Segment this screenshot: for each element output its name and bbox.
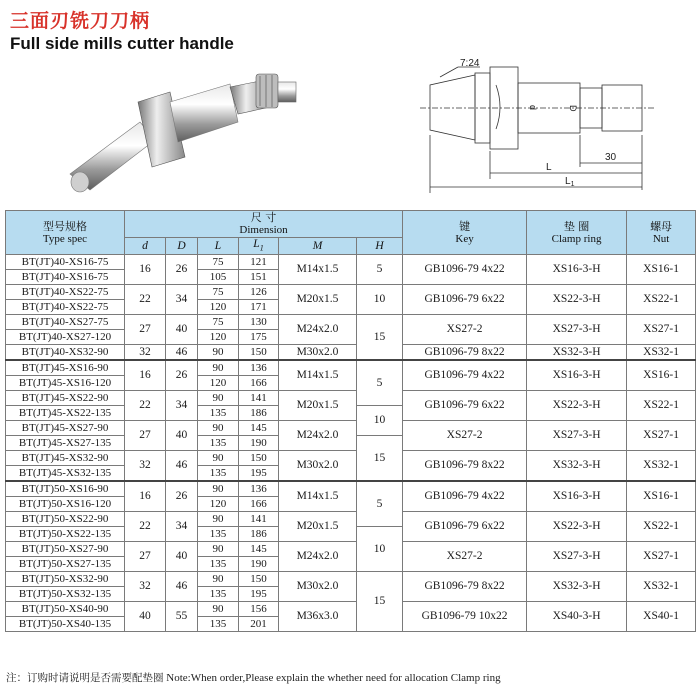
cell-L: 75 bbox=[198, 285, 239, 300]
cell-nut: XS22-1 bbox=[627, 285, 696, 315]
cell-clamp-ring: XS16-3-H bbox=[527, 360, 627, 391]
cell-L1: 126 bbox=[239, 285, 279, 300]
cell-key: XS27-2 bbox=[403, 542, 527, 572]
cell-key: GB1096-79 8x22 bbox=[403, 572, 527, 602]
table-row bbox=[6, 512, 696, 527]
cell-D: 34 bbox=[166, 512, 198, 542]
cell-M: M36x3.0 bbox=[279, 602, 357, 632]
cell-L: 135 bbox=[198, 436, 239, 451]
cell-type-spec: BT(JT)50-XS16-120 bbox=[6, 497, 125, 512]
cell-type-spec: BT(JT)40-XS22-75 bbox=[6, 285, 125, 300]
cell-d: 40 bbox=[125, 602, 166, 632]
cell-H: 15 bbox=[357, 572, 403, 632]
header-key: 键 Key bbox=[403, 211, 527, 255]
cell-key: GB1096-79 6x22 bbox=[403, 285, 527, 315]
cell-L1: 151 bbox=[239, 270, 279, 285]
cell-M: M14x1.5 bbox=[279, 360, 357, 391]
cell-L1: 121 bbox=[239, 255, 279, 270]
cell-d: 27 bbox=[125, 315, 166, 345]
cell-type-spec: BT(JT)50-XS32-135 bbox=[6, 587, 125, 602]
cell-M: M24x2.0 bbox=[279, 421, 357, 451]
cell-D: 34 bbox=[166, 285, 198, 315]
cell-clamp-ring: XS27-3-H bbox=[527, 315, 627, 345]
cell-clamp-ring: XS40-3-H bbox=[527, 602, 627, 632]
table-row bbox=[6, 315, 696, 330]
cell-M: M24x2.0 bbox=[279, 315, 357, 345]
cell-nut: XS27-1 bbox=[627, 315, 696, 345]
cell-nut: XS40-1 bbox=[627, 602, 696, 632]
header-d: d bbox=[125, 238, 166, 255]
cell-type-spec: BT(JT)45-XS22-90 bbox=[6, 391, 125, 406]
cell-L1: 150 bbox=[239, 345, 279, 361]
cell-L: 90 bbox=[198, 451, 239, 466]
cell-key: GB1096-79 10x22 bbox=[403, 602, 527, 632]
cell-L1: 141 bbox=[239, 512, 279, 527]
cell-D: 34 bbox=[166, 391, 198, 421]
cell-L1: 201 bbox=[239, 617, 279, 632]
cell-L: 135 bbox=[198, 406, 239, 421]
cell-H: 5 bbox=[357, 360, 403, 406]
cell-d: 22 bbox=[125, 512, 166, 542]
cell-clamp-ring: XS32-3-H bbox=[527, 572, 627, 602]
cell-clamp-ring: XS22-3-H bbox=[527, 391, 627, 421]
cell-L1: 166 bbox=[239, 497, 279, 512]
footnote: 注：订购时请说明是否需要配垫圈 Note:When order,Please explain the whether need for allocation Clamp ring bbox=[6, 672, 501, 684]
header-type-spec: 型号规格 Type spec bbox=[6, 211, 125, 255]
cell-L1: 130 bbox=[239, 315, 279, 330]
table-row bbox=[6, 360, 696, 376]
cell-D: 40 bbox=[166, 421, 198, 451]
cell-L1: 195 bbox=[239, 466, 279, 482]
cell-M: M30x2.0 bbox=[279, 451, 357, 482]
cell-L1: 186 bbox=[239, 527, 279, 542]
cell-type-spec: BT(JT)40-XS16-75 bbox=[6, 255, 125, 270]
cell-L: 90 bbox=[198, 421, 239, 436]
cell-key: GB1096-79 6x22 bbox=[403, 391, 527, 421]
cell-L1: 145 bbox=[239, 542, 279, 557]
cell-L: 75 bbox=[198, 255, 239, 270]
table-row bbox=[6, 285, 696, 300]
cell-H: 10 bbox=[357, 285, 403, 315]
cell-M: M14x1.5 bbox=[279, 481, 357, 512]
cell-D: 26 bbox=[166, 255, 198, 285]
cell-clamp-ring: XS32-3-H bbox=[527, 451, 627, 482]
cell-L: 90 bbox=[198, 572, 239, 587]
cell-L1: 190 bbox=[239, 436, 279, 451]
cell-nut: XS22-1 bbox=[627, 512, 696, 542]
cell-nut: XS22-1 bbox=[627, 391, 696, 421]
cell-L: 105 bbox=[198, 270, 239, 285]
product-photo bbox=[60, 62, 310, 202]
cell-d: 32 bbox=[125, 451, 166, 482]
cell-type-spec: BT(JT)50-XS27-90 bbox=[6, 542, 125, 557]
spec-table-body bbox=[6, 255, 696, 632]
cell-L: 135 bbox=[198, 617, 239, 632]
svg-text:L1 bbox=[565, 176, 575, 188]
cell-M: M14x1.5 bbox=[279, 255, 357, 285]
cell-L: 120 bbox=[198, 376, 239, 391]
cell-M: M30x2.0 bbox=[279, 345, 357, 361]
cell-L: 90 bbox=[198, 391, 239, 406]
cell-D: 40 bbox=[166, 542, 198, 572]
table-row bbox=[6, 451, 696, 466]
cell-type-spec: BT(JT)40-XS32-90 bbox=[6, 345, 125, 361]
cell-D: 40 bbox=[166, 315, 198, 345]
cell-M: M30x2.0 bbox=[279, 572, 357, 602]
cell-type-spec: BT(JT)50-XS22-90 bbox=[6, 512, 125, 527]
cell-D: 26 bbox=[166, 360, 198, 391]
cell-d: 16 bbox=[125, 255, 166, 285]
cell-clamp-ring: XS16-3-H bbox=[527, 255, 627, 285]
cell-L: 135 bbox=[198, 527, 239, 542]
cell-type-spec: BT(JT)45-XS16-90 bbox=[6, 360, 125, 376]
cell-key: GB1096-79 4x22 bbox=[403, 360, 527, 391]
table-row bbox=[6, 542, 696, 557]
cell-L: 90 bbox=[198, 512, 239, 527]
cell-L1: 156 bbox=[239, 602, 279, 617]
cell-key: GB1096-79 4x22 bbox=[403, 255, 527, 285]
cell-L: 90 bbox=[198, 360, 239, 376]
cell-type-spec: BT(JT)50-XS40-90 bbox=[6, 602, 125, 617]
cell-clamp-ring: XS27-3-H bbox=[527, 421, 627, 451]
cell-M: M20x1.5 bbox=[279, 512, 357, 542]
cell-type-spec: BT(JT)40-XS22-75 bbox=[6, 300, 125, 315]
cell-H: 5 bbox=[357, 481, 403, 527]
cell-L1: 195 bbox=[239, 587, 279, 602]
title-chinese: 三面刃铣刀刀柄 bbox=[10, 10, 151, 32]
cell-L: 135 bbox=[198, 466, 239, 482]
cell-L1: 171 bbox=[239, 300, 279, 315]
header-dimension: 尺 寸 Dimension bbox=[125, 211, 403, 238]
cell-D: 26 bbox=[166, 481, 198, 512]
cell-D: 46 bbox=[166, 572, 198, 602]
cell-L1: 175 bbox=[239, 330, 279, 345]
cell-key: XS27-2 bbox=[403, 315, 527, 345]
cell-L: 120 bbox=[198, 300, 239, 315]
cell-type-spec: BT(JT)50-XS32-90 bbox=[6, 572, 125, 587]
taper-label: 7:24 bbox=[460, 58, 480, 69]
cell-L: 90 bbox=[198, 602, 239, 617]
title-english: Full side mills cutter handle bbox=[10, 34, 234, 53]
cell-type-spec: BT(JT)45-XS32-90 bbox=[6, 451, 125, 466]
cell-L1: 150 bbox=[239, 451, 279, 466]
cell-L: 75 bbox=[198, 315, 239, 330]
table-row bbox=[6, 572, 696, 587]
cell-clamp-ring: XS32-3-H bbox=[527, 345, 627, 361]
cell-clamp-ring: XS22-3-H bbox=[527, 512, 627, 542]
cell-type-spec: BT(JT)45-XS16-120 bbox=[6, 376, 125, 391]
cell-type-spec: BT(JT)45-XS32-135 bbox=[6, 466, 125, 482]
cell-d: 16 bbox=[125, 360, 166, 391]
cell-L1: 145 bbox=[239, 421, 279, 436]
cell-type-spec: BT(JT)40-XS27-75 bbox=[6, 315, 125, 330]
table-row bbox=[6, 391, 696, 406]
cell-type-spec: BT(JT)50-XS40-135 bbox=[6, 617, 125, 632]
cell-H: 5 bbox=[357, 255, 403, 285]
table-row bbox=[6, 481, 696, 497]
cell-L: 135 bbox=[198, 587, 239, 602]
cell-nut: XS16-1 bbox=[627, 360, 696, 391]
cell-type-spec: BT(JT)40-XS16-75 bbox=[6, 270, 125, 285]
cell-type-spec: BT(JT)40-XS27-120 bbox=[6, 330, 125, 345]
dim-L1-subscript: 1 bbox=[570, 181, 575, 188]
cell-nut: XS16-1 bbox=[627, 255, 696, 285]
cell-L1: 136 bbox=[239, 360, 279, 376]
cell-type-spec: BT(JT)50-XS22-135 bbox=[6, 527, 125, 542]
header-H: H bbox=[357, 238, 403, 255]
cell-M: M20x1.5 bbox=[279, 285, 357, 315]
cell-H: 10 bbox=[357, 406, 403, 436]
dim-30-label: 30 bbox=[605, 152, 617, 163]
cell-d: 27 bbox=[125, 421, 166, 451]
cell-L: 90 bbox=[198, 345, 239, 361]
cell-nut: XS27-1 bbox=[627, 421, 696, 451]
cell-L1: 166 bbox=[239, 376, 279, 391]
cell-clamp-ring: XS16-3-H bbox=[527, 481, 627, 512]
cell-type-spec: BT(JT)45-XS27-90 bbox=[6, 421, 125, 436]
cell-D: 46 bbox=[166, 451, 198, 482]
cell-L: 135 bbox=[198, 557, 239, 572]
cell-H: 10 bbox=[357, 527, 403, 572]
table-row bbox=[6, 255, 696, 270]
cell-key: GB1096-79 8x22 bbox=[403, 345, 527, 361]
cell-key: XS27-2 bbox=[403, 421, 527, 451]
cell-nut: XS27-1 bbox=[627, 542, 696, 572]
cell-key: GB1096-79 4x22 bbox=[403, 481, 527, 512]
cell-L: 90 bbox=[198, 481, 239, 497]
spec-table bbox=[5, 210, 696, 632]
cell-d: 22 bbox=[125, 391, 166, 421]
table-row bbox=[6, 421, 696, 436]
dim-D-label: D bbox=[568, 105, 578, 112]
header-clamp-ring: 垫 圈 Clamp ring bbox=[527, 211, 627, 255]
cell-L: 90 bbox=[198, 542, 239, 557]
header-D: D bbox=[166, 238, 198, 255]
cell-d: 27 bbox=[125, 542, 166, 572]
dim-d-label: d bbox=[528, 105, 538, 111]
cell-nut: XS32-1 bbox=[627, 572, 696, 602]
cell-nut: XS32-1 bbox=[627, 451, 696, 482]
cell-D: 55 bbox=[166, 602, 198, 632]
cell-type-spec: BT(JT)50-XS16-90 bbox=[6, 481, 125, 497]
cell-d: 16 bbox=[125, 481, 166, 512]
cell-nut: XS32-1 bbox=[627, 345, 696, 361]
dim-L-label: L bbox=[546, 162, 552, 173]
cell-H: 15 bbox=[357, 436, 403, 482]
cell-key: GB1096-79 8x22 bbox=[403, 451, 527, 482]
header-L1: $L_1$ bbox=[239, 238, 279, 255]
cell-L1: 136 bbox=[239, 481, 279, 497]
cell-nut: XS16-1 bbox=[627, 481, 696, 512]
cell-type-spec: BT(JT)45-XS27-135 bbox=[6, 436, 125, 451]
cell-key: GB1096-79 6x22 bbox=[403, 512, 527, 542]
cell-M: M20x1.5 bbox=[279, 391, 357, 421]
cell-H: 15 bbox=[357, 315, 403, 361]
cell-D: 46 bbox=[166, 345, 198, 361]
cell-L1: 190 bbox=[239, 557, 279, 572]
cell-d: 22 bbox=[125, 285, 166, 315]
table-row bbox=[6, 602, 696, 617]
table-row bbox=[6, 345, 696, 361]
cell-L: 120 bbox=[198, 497, 239, 512]
cell-d: 32 bbox=[125, 572, 166, 602]
cell-L1: 150 bbox=[239, 572, 279, 587]
cell-M: M24x2.0 bbox=[279, 542, 357, 572]
technical-drawing bbox=[420, 55, 680, 205]
cell-L1: 186 bbox=[239, 406, 279, 421]
cell-type-spec: BT(JT)45-XS22-135 bbox=[6, 406, 125, 421]
cell-clamp-ring: XS22-3-H bbox=[527, 285, 627, 315]
header-L: L bbox=[198, 238, 239, 255]
cell-d: 32 bbox=[125, 345, 166, 361]
cell-type-spec: BT(JT)50-XS27-135 bbox=[6, 557, 125, 572]
cell-L: 120 bbox=[198, 330, 239, 345]
header-M: M bbox=[279, 238, 357, 255]
dim-L1-label: L bbox=[565, 176, 571, 187]
cell-clamp-ring: XS27-3-H bbox=[527, 542, 627, 572]
header-nut: 螺母 Nut bbox=[627, 211, 696, 255]
cell-L1: 141 bbox=[239, 391, 279, 406]
